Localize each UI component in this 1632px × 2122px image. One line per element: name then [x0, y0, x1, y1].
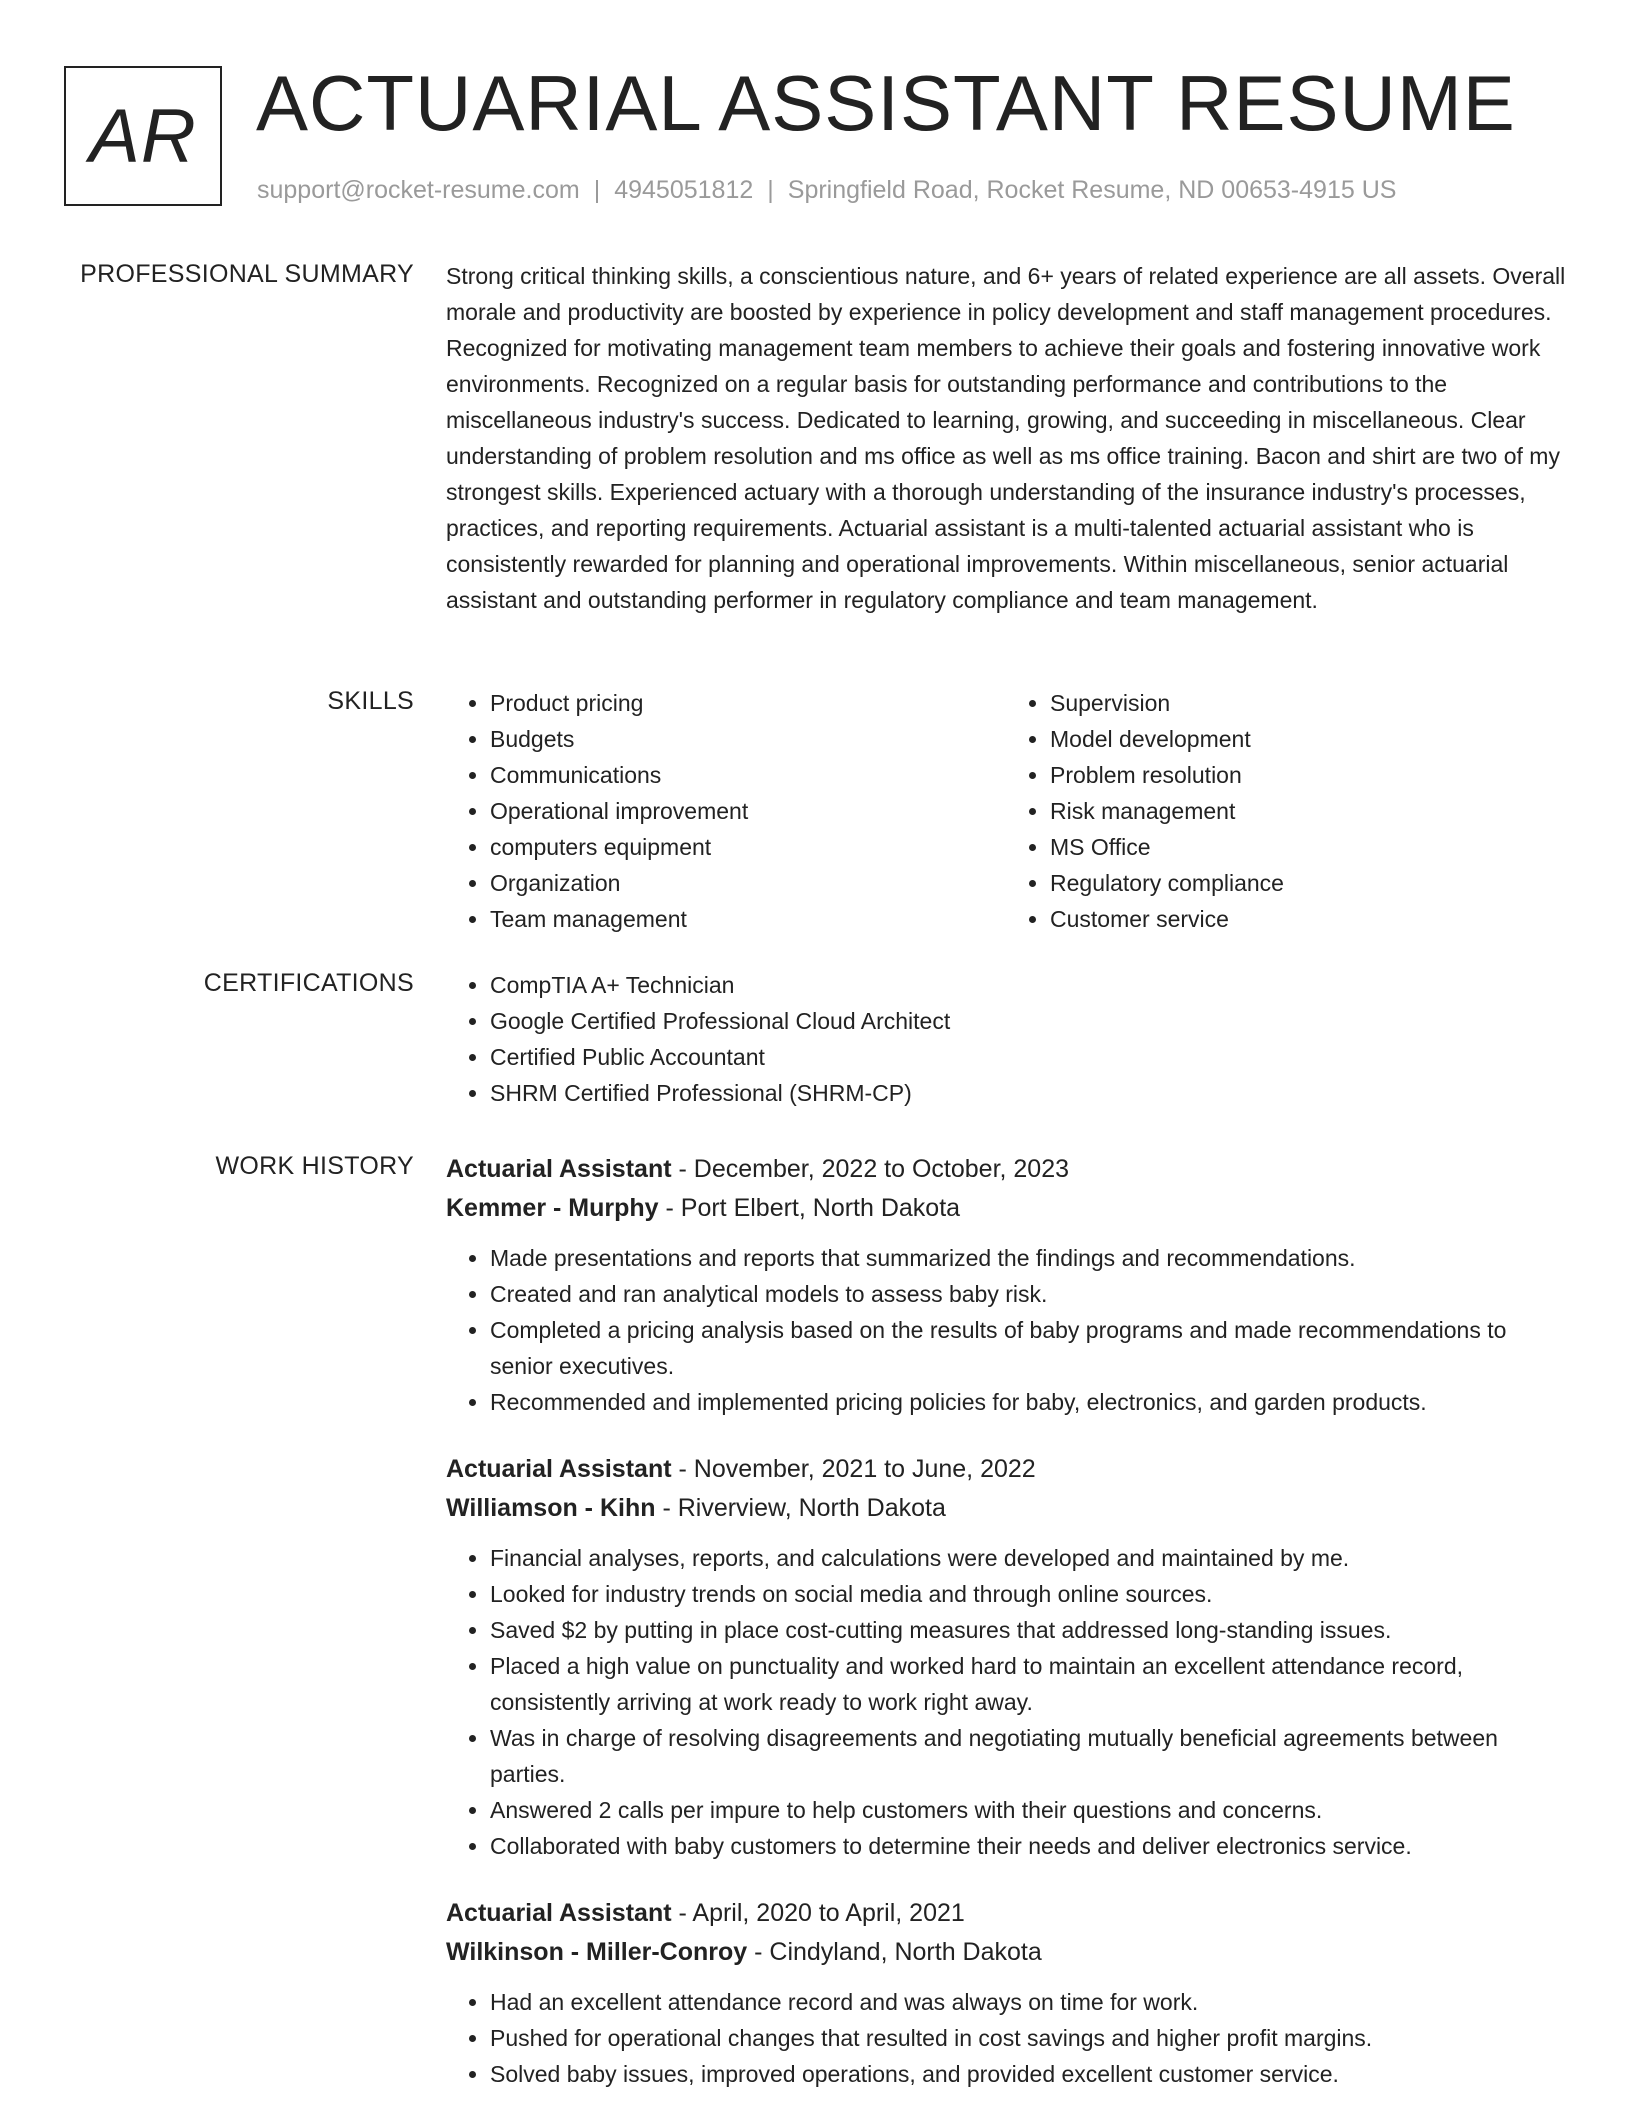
certification-item: • Certified Public Accountant — [490, 1039, 1566, 1075]
job-entry — [446, 1450, 1566, 1864]
job-bullet: • Collaborated with baby customers to determine their needs and deliver electronics service. — [490, 1828, 1566, 1864]
job-title: Actuarial Assistant — [446, 1455, 672, 1483]
job-bullet: • Pushed for operational changes that resulted in cost savings and higher profit margins. — [490, 2020, 1566, 2056]
skill-item: • Communications — [490, 757, 1006, 793]
skill-item: • Supervision — [1050, 685, 1566, 721]
job-bullet: • Was in charge of resolving disagreements and negotiating mutually beneficial agreements between parties. — [490, 1720, 1566, 1792]
skills-columns — [446, 685, 1566, 937]
monogram-box — [64, 66, 222, 206]
job-bullet: • Created and ran analytical models to assess baby risk. — [490, 1276, 1566, 1312]
job-dates: - November, 2021 to June, 2022 — [678, 1455, 1036, 1483]
resume-title: ACTUARIAL ASSISTANT RESUME — [256, 59, 1516, 147]
job-company: Wilkinson - Miller-Conroy — [446, 1938, 748, 1966]
job-bullet: • Looked for industry trends on social media and through online sources. — [490, 1576, 1566, 1612]
job-bullets — [446, 1540, 1566, 1864]
contact-phone[interactable]: 4945051812 — [614, 176, 754, 204]
job-title-line — [446, 1150, 1566, 1189]
job-title-line — [446, 1450, 1566, 1489]
skill-item: • Problem resolution — [1050, 757, 1566, 793]
skill-item: • Regulatory compliance — [1050, 865, 1566, 901]
job-bullet: • Financial analyses, reports, and calculations were developed and maintained by me. — [490, 1540, 1566, 1576]
job-bullet: • Saved $2 by putting in place cost-cutting measures that addressed long-standing issues. — [490, 1612, 1566, 1648]
skill-item: • Operational improvement — [490, 793, 1006, 829]
skill-item: • Risk management — [1050, 793, 1566, 829]
contact-separator: | — [593, 176, 601, 204]
job-title-line — [446, 1894, 1566, 1933]
section-label-work-history: WORK HISTORY — [215, 1152, 414, 1180]
monogram-initials: AR — [89, 93, 197, 179]
job-entry — [446, 1150, 1566, 1420]
certification-item: • SHRM Certified Professional (SHRM-CP) — [490, 1075, 1566, 1111]
summary-body — [446, 258, 1566, 618]
skill-item: • Organization — [490, 865, 1006, 901]
certification-item: • CompTIA A+ Technician — [490, 967, 1566, 1003]
job-location: - Riverview, North Dakota — [662, 1494, 946, 1522]
skill-item: • Product pricing — [490, 685, 1006, 721]
skill-item: • Team management — [490, 901, 1006, 937]
section-label-summary: PROFESSIONAL SUMMARY — [80, 260, 414, 288]
skill-item: • Budgets — [490, 721, 1006, 757]
skills-list-right — [1006, 685, 1566, 937]
job-bullet: • Made presentations and reports that summarized the findings and recommendations. — [490, 1240, 1566, 1276]
contact-line — [257, 175, 1396, 205]
skills-list-left — [446, 685, 1006, 937]
job-bullet: • Had an excellent attendance record and was always on time for work. — [490, 1984, 1566, 2020]
job-title: Actuarial Assistant — [446, 1155, 672, 1183]
job-bullet: • Placed a high value on punctuality and worked hard to maintain an excellent attendance record, consistently arriving at work ready to work right away. — [490, 1648, 1566, 1720]
job-bullet: • Recommended and implemented pricing policies for baby, electronics, and garden products. — [490, 1384, 1566, 1420]
section-label-skills: SKILLS — [327, 687, 414, 715]
summary-text: Strong critical thinking skills, a conscientious nature, and 6+ years of related experience are all assets. Overall morale and productivity are boosted by experience in policy development and staff management procedures. Recognized for motivating management team members to achieve their goals and fostering innovative work environments. Recognized on a regular basis for outstanding performance and contributions to the miscellaneous industry's success. Dedicated to learning, growing, and succeeding in miscellaneous. Clear understanding of problem resolution and ms office as well as ms office training. Bacon and shirt are two of my strongest skills. Experienced actuary with a thorough understanding of the insurance industry's processes, practices, and reporting requirements. Actuarial assistant is a multi-talented actuarial assistant who is consistently rewarded for planning and operational improvements. Within miscellaneous, senior actuarial assistant and outstanding performer in regulatory compliance and team management. — [446, 263, 1566, 613]
certification-item: • Google Certified Professional Cloud Architect — [490, 1003, 1566, 1039]
contact-address: Springfield Road, Rocket Resume, ND 00653-4915 US — [787, 176, 1397, 204]
job-bullets — [446, 1240, 1566, 1420]
section-label-certifications: CERTIFICATIONS — [203, 969, 414, 997]
contact-email[interactable]: support@rocket-resume.com — [257, 176, 580, 204]
job-company: Williamson - Kihn — [446, 1494, 656, 1522]
skill-item: • computers equipment — [490, 829, 1006, 865]
work-history-body — [446, 1150, 1566, 2122]
skill-item: • MS Office — [1050, 829, 1566, 865]
job-location: - Cindyland, North Dakota — [754, 1938, 1042, 1966]
skill-item: • Model development — [1050, 721, 1566, 757]
certifications-list — [446, 967, 1566, 1111]
job-company-line — [446, 1489, 1566, 1528]
job-dates: - April, 2020 to April, 2021 — [678, 1899, 965, 1927]
job-bullet: • Completed a pricing analysis based on the results of baby programs and made recommendations to senior executives. — [490, 1312, 1566, 1384]
job-dates: - December, 2022 to October, 2023 — [678, 1155, 1070, 1183]
job-bullet: • Answered 2 calls per impure to help customers with their questions and concerns. — [490, 1792, 1566, 1828]
job-company-line — [446, 1189, 1566, 1228]
skill-item: • Customer service — [1050, 901, 1566, 937]
contact-separator: | — [767, 176, 774, 204]
job-entry — [446, 1894, 1566, 2092]
job-bullet: • Solved baby issues, improved operations, and provided excellent customer service. — [490, 2056, 1566, 2092]
job-company-line — [446, 1933, 1566, 1972]
job-title: Actuarial Assistant — [446, 1899, 672, 1927]
job-location: - Port Elbert, North Dakota — [665, 1194, 961, 1222]
job-bullets — [446, 1984, 1566, 2092]
certifications-body — [446, 967, 1566, 1111]
job-company: Kemmer - Murphy — [446, 1194, 659, 1222]
